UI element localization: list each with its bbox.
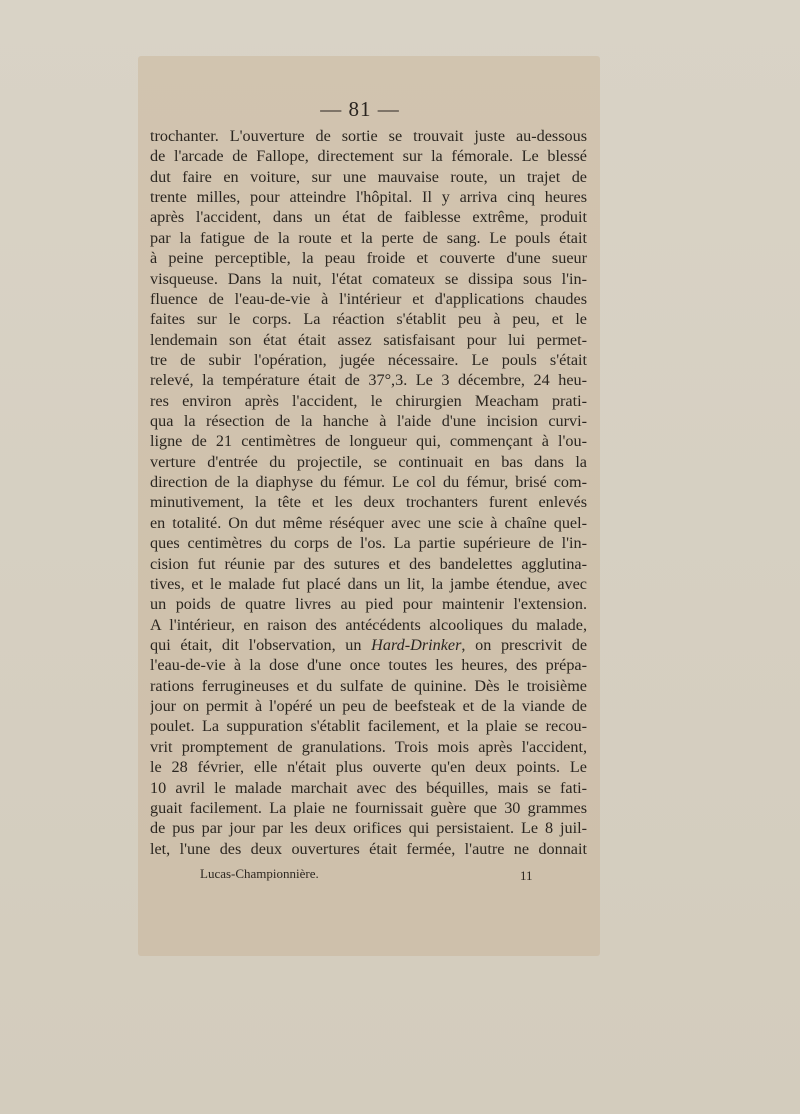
text-line: à peine perceptible, la peau froide et couverte d'une sueur (150, 249, 587, 268)
text-line: jour on permit à l'opéré un peu de beefsteak et de la viande de (150, 697, 587, 716)
text-line: 10 avril le malade marchait avec des béquilles, mais se fati- (150, 778, 587, 797)
text-line: de pus par jour par les deux orifices qui persistaient. Le 8 juil- (150, 819, 587, 838)
text-line: de l'arcade de Fallope, directement sur la fémorale. Le blessé (150, 147, 587, 166)
text-line: fluence de l'eau-de-vie à l'intérieur et d'applications chaudes (150, 289, 587, 308)
text-line: tives, et le malade fut placé dans un lit, la jambe étendue, avec (150, 574, 587, 593)
text-line: res environ après l'accident, le chirurgien Meacham prati- (150, 391, 587, 410)
text-line: cision fut réunie par des sutures et des bandelettes agglutina- (150, 554, 587, 573)
text-line: trochanter. L'ouverture de sortie se trouvait juste au-dessous (150, 127, 587, 145)
text-line: un poids de quatre livres au pied pour maintenir l'extension. (150, 595, 587, 614)
text-line-with-italic (150, 635, 587, 655)
text-segment: , on prescrivit de (461, 635, 587, 654)
text-line: let, l'une des deux ouvertures était fermée, l'autre ne donnait (150, 839, 587, 858)
text-line: direction de la diaphyse du fémur. Le col du fémur, brisé com- (150, 473, 587, 492)
text-line: tre de subir l'opération, jugée nécessaire. Le pouls s'était (150, 350, 587, 369)
text-line: après l'accident, dans un état de faiblesse extrême, produit (150, 208, 587, 227)
text-line: vrit promptement de granulations. Trois mois après l'accident, (150, 737, 587, 756)
text-line: minutivement, la tête et les deux trochanters furent enlevés (150, 493, 587, 512)
text-line: visqueuse. Dans la nuit, l'état comateux se dissipa sous l'in- (150, 269, 587, 288)
text-line: guait facilement. La plaie ne fournissait guère que 30 grammes (150, 798, 587, 817)
text-line: ques centimètres du corps de l'os. La partie supérieure de l'in- (150, 534, 587, 553)
text-line: l'eau-de-vie à la dose d'une once toutes les heures, des prépa- (150, 656, 587, 675)
text-line: par la fatigue de la route et la perte de sang. Le pouls était (150, 228, 587, 247)
body-text (150, 126, 587, 859)
text-line: A l'intérieur, en raison des antécédents alcooliques du malade, (150, 615, 587, 634)
text-line: dut faire en voiture, sur une mauvaise route, un trajet de (150, 167, 587, 186)
text-line: relevé, la température était de 37°,3. Le 3 décembre, 24 heu- (150, 371, 587, 390)
page-number: — 81 — (320, 97, 400, 121)
text-line: trente milles, pour atteindre l'hôpital. Il y arriva cinq heures (150, 188, 587, 207)
text-line: en totalité. On dut même réséquer avec une scie à chaîne quel- (150, 513, 587, 532)
text-segment: qui était, dit l'observation, un (150, 635, 362, 654)
page-footer (200, 866, 540, 886)
text-line: verture d'entrée du projectile, se continuait en bas dans la (150, 452, 587, 471)
text-line: ligne de 21 centimètres de longueur qui, commençant à l'ou- (150, 432, 587, 451)
text-line: rations ferrugineuses et du sulfate de quinine. Dès le troisième (150, 676, 587, 695)
text-line: lendemain son état était assez satisfaisant pour lui permet- (150, 330, 587, 349)
footer-author: Lucas-Championnière. (200, 866, 319, 881)
text-line: faites sur le corps. La réaction s'établit peu à peu, et le (150, 310, 587, 329)
italic-term: Hard-Drinker (371, 635, 462, 654)
text-line: le 28 février, elle n'était plus ouverte qu'en deux points. Le (150, 758, 587, 777)
signature-mark: 11 (520, 868, 533, 883)
text-line: qua la résection de la hanche à l'aide d'une incision curvi- (150, 412, 587, 431)
text-line: poulet. La suppuration s'établit facilement, et la plaie se recou- (150, 717, 587, 736)
